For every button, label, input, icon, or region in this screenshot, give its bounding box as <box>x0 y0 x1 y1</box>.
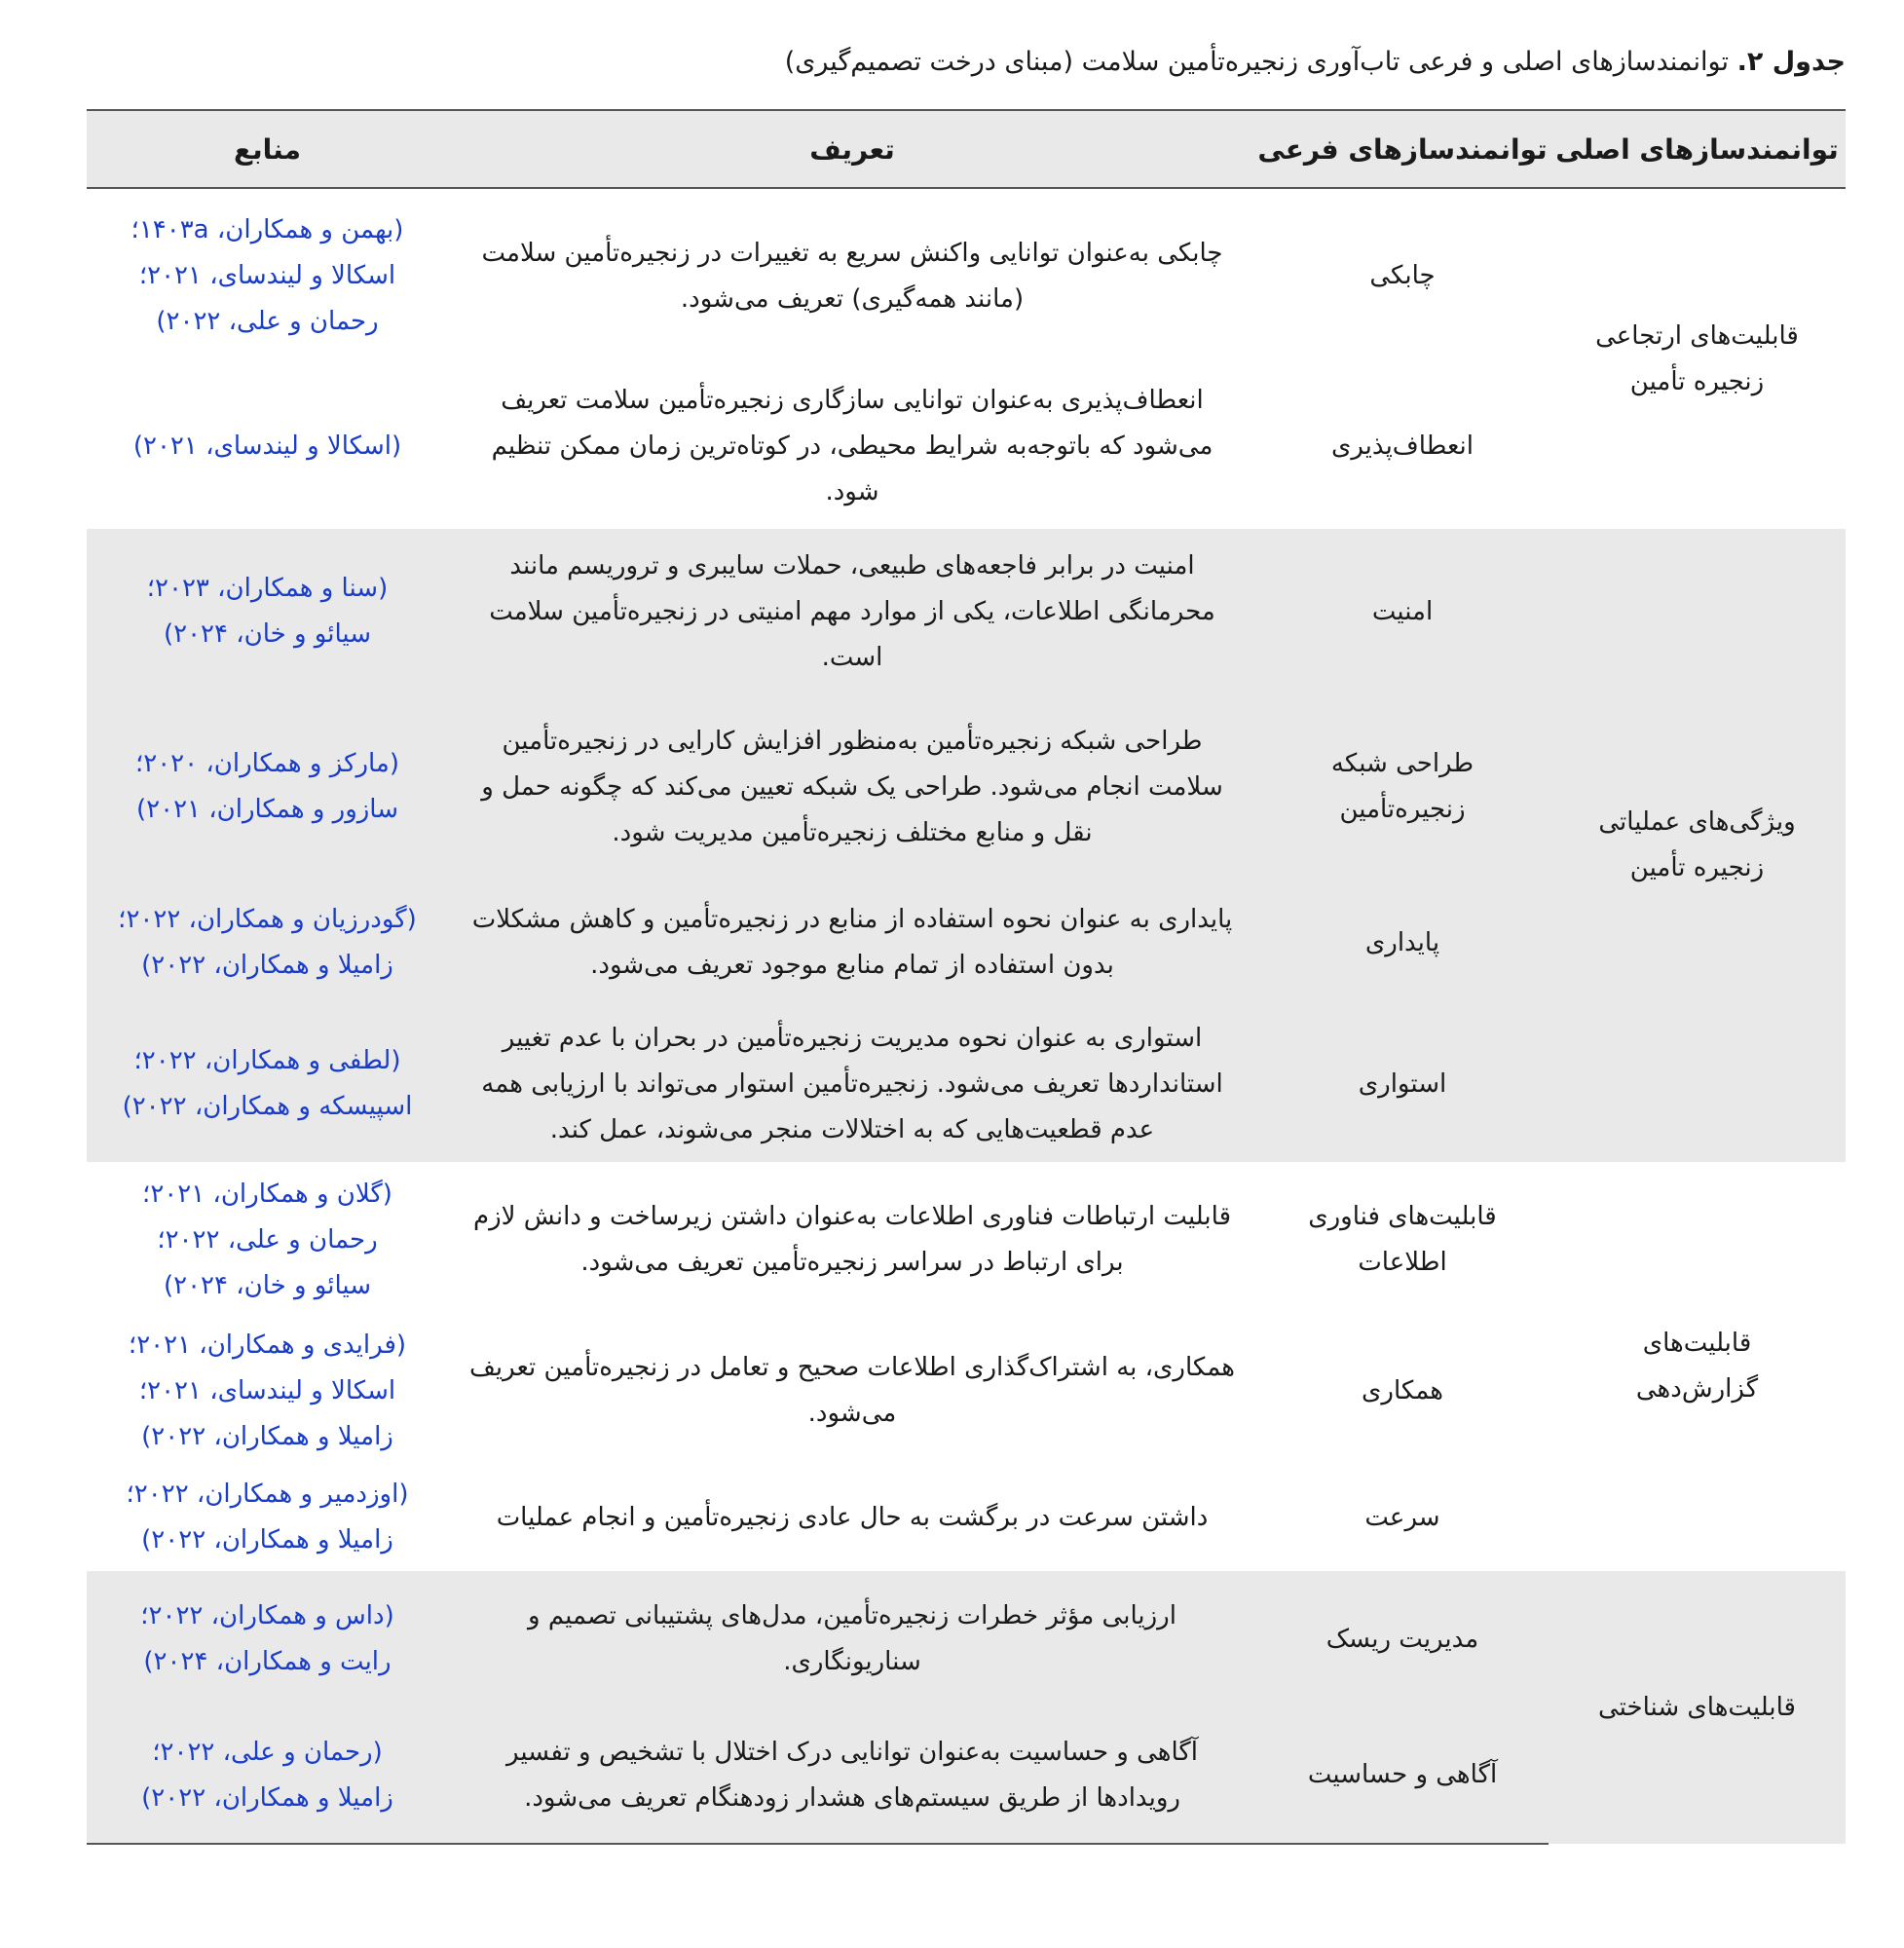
sub-enabler-cell: استواری <box>1256 1006 1549 1162</box>
sources-cell <box>87 1006 448 1162</box>
sources-cell <box>87 880 448 1006</box>
sources-cell <box>87 1707 448 1844</box>
source-citation: (اسکالا و لیندسای، ۲۰۲۱) <box>132 431 402 461</box>
sub-enabler-cell: چابکی <box>1369 261 1436 290</box>
source-citation: اسپیسکه و همکاران، ۲۰۲۲) <box>122 1092 413 1121</box>
definition-cell: انعطاف‌پذیری به‌عنوان توانایی سازگاری زنجیره‌تأمین سلامت تعریف می‌شود که باتوجه‌به شرایط محیطی، در کوتاه‌ترین زمان ممکن تنظیم شود. <box>491 385 1213 506</box>
header-sources: منابع <box>87 110 448 188</box>
main-enabler-cell: قابلیت‌های گزارش‌دهی <box>1635 1329 1759 1404</box>
definition-cell: پایداری به عنوان نحوه استفاده از منابع در زنجیره‌تأمین و کاهش مشکلات بدون استفاده از تمام منابع موجود تعریف می‌شود. <box>448 880 1256 1006</box>
sources-cell <box>87 1464 448 1571</box>
header-sub-enablers: توانمندسازهای فرعی <box>1256 110 1549 188</box>
source-citation: اسکالا و لیندسای، ۲۰۲۱؛ <box>138 1375 396 1405</box>
source-citation: رحمان و علی، ۲۰۲۲) <box>156 307 379 336</box>
source-citation: (گلان و همکاران، ۲۰۲۱؛ <box>142 1179 392 1209</box>
sub-enabler-cell: امنیت <box>1256 529 1549 694</box>
sub-enabler-cell: مدیریت ریسک <box>1256 1571 1549 1707</box>
header-definition: تعریف <box>448 110 1256 188</box>
definition-cell: داشتن سرعت در برگشت به حال عادی زنجیره‌تأمین و انجام عملیات <box>496 1502 1209 1532</box>
source-citation: (فرایدی و همکاران، ۲۰۲۱؛ <box>128 1330 407 1360</box>
source-citation: (لطفی و همکاران، ۲۰۲۲؛ <box>133 1046 401 1075</box>
caption-label: جدول ۲. <box>1736 47 1846 77</box>
source-citation: زامیلا و همکاران، ۲۰۲۲) <box>141 1525 393 1555</box>
table-row <box>87 1162 1846 1318</box>
table-row <box>87 1571 1846 1707</box>
source-citation: (اوزدمیر و همکاران، ۲۰۲۲؛ <box>126 1480 409 1509</box>
sub-enabler-cell: قابلیت‌های فناوری اطلاعات <box>1308 1202 1497 1277</box>
definition-cell: ارزیابی مؤثر خطرات زنجیره‌تأمین، مدل‌های پشتیبانی تصمیم و سناریونگاری. <box>448 1571 1256 1707</box>
source-citation: زامیلا و همکاران، ۲۰۲۲) <box>141 1421 393 1451</box>
source-citation: سیائو و خان، ۲۰۲۴) <box>163 619 372 649</box>
source-citation: (رحمان و علی، ۲۰۲۲؛ <box>152 1737 383 1767</box>
definition-cell: آگاهی و حساسیت به‌عنوان توانایی درک اختلال با تشخیص و تفسیر رویدادها از طریق سیستم‌های هشدار زودهنگام تعریف می‌شود. <box>448 1707 1256 1844</box>
sub-enabler-cell: سرعت <box>1364 1502 1440 1532</box>
sub-enabler-cell: انعطاف‌پذیری <box>1330 431 1475 461</box>
source-citation: زامیلا و همکاران، ۲۰۲۲) <box>141 951 393 980</box>
main-enabler-cell: ویژگی‌های عملیاتی زنجیره تأمین <box>1549 529 1846 1162</box>
sources-cell <box>87 1571 448 1707</box>
definition-cell: امنیت در برابر فاجعه‌های طبیعی، حملات سایبری و تروریسم مانند محرمانگی اطلاعات، یکی از موارد مهم امنیتی در زنجیره‌تأمین سلامت است. <box>448 529 1256 694</box>
definition-cell: استواری به عنوان نحوه مدیریت زنجیره‌تأمین در بحران با عدم تغییر استانداردها تعریف می‌شود. زنجیره‌تأمین استوار می‌تواند با ارزیابی همه عدم قطعیت‌هایی که به اختلالات منجر می‌شوند، عمل کند. <box>448 1006 1256 1162</box>
sources-cell <box>87 694 448 880</box>
definition-cell: قابلیت ارتباطات فناوری اطلاعات به‌عنوان داشتن زیرساخت و دانش لازم برای ارتباط در سراسر زنجیره‌تأمین تعریف می‌شود. <box>472 1202 1231 1277</box>
sources-cell <box>87 1162 448 1318</box>
source-citation: اسکالا و لیندسای، ۲۰۲۱؛ <box>138 261 396 290</box>
main-enabler-cell: قابلیت‌های شناختی <box>1549 1571 1846 1844</box>
caption-text: توانمندسازهای اصلی و فرعی تاب‌آوری زنجیره‌تأمین سلامت (مبنای درخت تصمیم‌گیری) <box>784 47 1737 77</box>
source-citation: (داس و همکاران، ۲۰۲۲؛ <box>140 1601 394 1630</box>
source-citation: (سنا و همکاران، ۲۰۲۳؛ <box>146 574 389 603</box>
sources-cell <box>87 188 448 363</box>
source-citation: رحمان و علی، ۲۰۲۲؛ <box>157 1224 378 1255</box>
definition-cell: همکاری، به اشتراک‌گذاری اطلاعات صحیح و تعامل در زنجیره‌تأمین تعریف می‌شود. <box>469 1353 1235 1428</box>
source-citation: (بهمن و همکاران، ۱۴۰۳a؛ <box>131 215 404 244</box>
source-citation: زامیلا و همکاران، ۲۰۲۲) <box>141 1782 393 1813</box>
source-citation: (مارکز و همکاران، ۲۰۲۰؛ <box>134 749 400 778</box>
sub-enabler-cell: پایداری <box>1256 880 1549 1006</box>
source-citation: سازور و همکاران، ۲۰۲۱) <box>135 795 399 824</box>
enablers-table <box>87 109 1846 1845</box>
source-citation: سیائو و خان، ۲۰۲۴) <box>163 1270 372 1300</box>
source-citation: (گودرزیان و همکاران، ۲۰۲۲؛ <box>118 905 417 934</box>
table-header <box>87 110 1846 188</box>
definition-cell: چابکی به‌عنوان توانایی واکنش سریع به تغییرات در زنجیره‌تأمین سلامت (مانند همه‌گیری) تعریف می‌شود. <box>481 238 1223 314</box>
main-enabler-cell: قابلیت‌های ارتجاعی زنجیره تأمین <box>1595 320 1799 396</box>
sources-cell <box>87 363 448 529</box>
definition-cell: طراحی شبکه زنجیره‌تأمین به‌منظور افزایش کارایی در زنجیره‌تأمین سلامت انجام می‌شود. طراحی یک شبکه تعیین می‌کند که چگونه حمل و نقل و منابع مختلف زنجیره‌تأمین مدیریت شود. <box>448 694 1256 880</box>
table-caption <box>58 43 1846 82</box>
table-row <box>87 188 1846 363</box>
sources-cell <box>87 529 448 694</box>
sub-enabler-cell: همکاری <box>1362 1375 1443 1405</box>
table-row <box>87 529 1846 694</box>
header-main-enablers: توانمندسازهای اصلی <box>1549 110 1846 188</box>
sub-enabler-cell: طراحی شبکه زنجیره‌تأمین <box>1256 694 1549 880</box>
source-citation: رایت و همکاران، ۲۰۲۴) <box>143 1647 392 1676</box>
table-body <box>87 188 1846 1844</box>
sub-enabler-cell: آگاهی و حساسیت <box>1256 1707 1549 1844</box>
sources-cell <box>87 1318 448 1464</box>
